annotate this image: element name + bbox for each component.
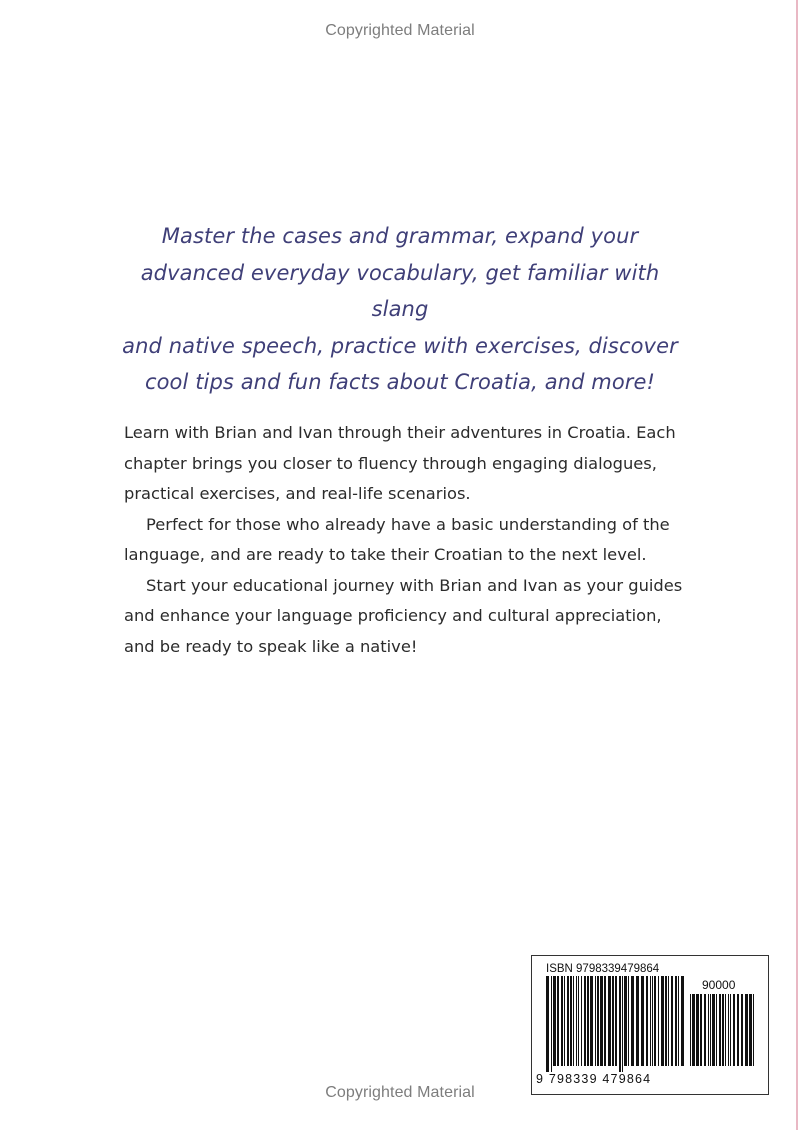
- tagline-line: and native speech, practice with exercises, discover: [122, 333, 678, 358]
- isbn-barcode: [531, 955, 769, 1095]
- watermark-top: Copyrighted Material: [325, 22, 475, 39]
- barcode-bars: [546, 976, 686, 1072]
- tagline-line: cool tips and fun facts about Croatia, and more!: [144, 370, 656, 394]
- watermark-bottom: Copyrighted Material: [325, 1084, 475, 1101]
- isbn-label: ISBN 9798339479864: [546, 963, 660, 975]
- description-paragraph-2: Perfect for those who already have a basic understanding of the language, and are ready to take their Croatian to the next level.: [124, 514, 670, 564]
- tagline-line: advanced everyday vocabulary, get familiar with slang: [140, 260, 660, 321]
- barcode-digits: 9 798339 479864: [536, 1072, 652, 1086]
- price-code: 90000: [702, 978, 736, 992]
- tagline: [110, 218, 690, 401]
- description-paragraph-1: Learn with Brian and Ivan through their adventures in Croatia. Each chapter brings you closer to fluency through engaging dialogues, practical exercises, and real-life scenarios.: [124, 423, 676, 503]
- tagline-line: Master the cases and grammar, expand your: [161, 224, 639, 248]
- barcode-addon-bars: [690, 994, 756, 1072]
- book-description: [124, 418, 684, 662]
- page-edge-line: [796, 0, 798, 1130]
- description-paragraph-3: Start your educational journey with Brian and Ivan as your guides and enhance your language proficiency and cultural appreciation, and be ready to speak like a native!: [124, 575, 683, 656]
